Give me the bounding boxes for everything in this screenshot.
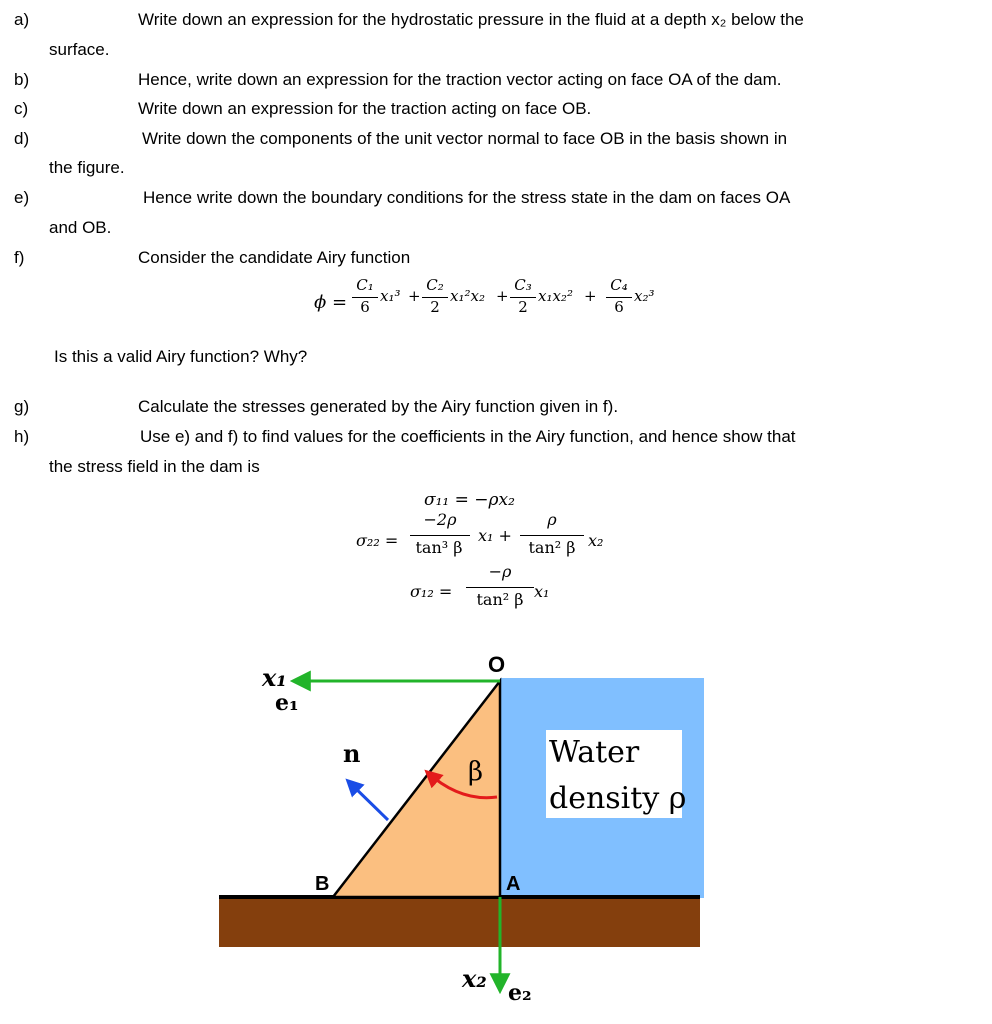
stress-s22-var2: x₂ <box>588 531 604 550</box>
question-g-text: Calculate the stresses generated by the Airy function given in f). <box>138 397 619 416</box>
question-h-text-cont: the stress field in the dam is <box>49 457 260 476</box>
normal-vector-arrow <box>348 781 388 820</box>
stress-s11: σ₁₁ = −ρx₂ <box>424 490 515 510</box>
airy-var-2: x₁²x₂ <box>450 287 485 305</box>
airy-c4: C₄ <box>610 276 628 294</box>
point-o-label: O <box>488 652 506 677</box>
stress-s22-den2: tan² β <box>528 538 576 557</box>
airy-var-4: x₂³ <box>634 287 655 305</box>
airy-op-2: + <box>496 287 509 305</box>
point-b-label: B <box>315 873 330 895</box>
airy-lhs: ϕ = <box>314 292 348 313</box>
label-h: h) <box>14 427 30 446</box>
airy-c1: C₁ <box>356 276 374 294</box>
airy-den-2: 2 <box>430 298 440 316</box>
point-a-label: A <box>506 873 521 895</box>
label-c: c) <box>14 99 29 118</box>
water-label-line2: density ρ <box>549 781 687 816</box>
question-c-text: Write down an expression for the traction acting on face OB. <box>138 99 592 118</box>
question-e-text: Hence write down the boundary conditions for the stress state in the dam on faces OA <box>143 188 791 207</box>
label-f: f) <box>14 248 25 267</box>
e2-label: e₂ <box>508 980 532 1006</box>
question-d-text-cont: the figure. <box>49 158 125 177</box>
airy-c2: C₂ <box>426 276 444 294</box>
airy-den-3: 2 <box>518 298 528 316</box>
question-f-question: Is this a valid Airy function? Why? <box>54 347 308 366</box>
label-e: e) <box>14 188 30 207</box>
stress-s12-lhs: σ₁₂ = <box>410 582 453 601</box>
question-b-text: Hence, write down an expression for the traction vector acting on face OA of the dam. <box>138 70 782 89</box>
airy-var-3: x₁x₂² <box>538 287 573 305</box>
stress-s12-num: −ρ <box>488 562 512 581</box>
airy-op-3: + <box>584 287 597 305</box>
airy-den-1: 6 <box>360 298 370 316</box>
airy-var-1: x₁³ <box>380 287 401 305</box>
airy-den-4: 6 <box>614 298 624 316</box>
question-a-text-cont: surface. <box>49 40 110 59</box>
stress-s12-den: tan² β <box>476 590 524 609</box>
label-b: b) <box>14 70 30 89</box>
label-a: a) <box>14 10 30 29</box>
question-f-text: Consider the candidate Airy function <box>138 248 411 267</box>
water-label-line1: Water <box>549 735 640 770</box>
stress-s12-var: x₁ <box>534 582 550 601</box>
airy-c3: C₃ <box>514 276 532 294</box>
x2-label: x₂ <box>462 964 487 993</box>
ground <box>219 897 700 947</box>
stress-s22-var1: x₁ + <box>478 526 512 545</box>
question-a-text: Write down an expression for the hydrostatic pressure in the fluid at a depth x₂ below the <box>138 10 804 29</box>
x1-label: x₁ <box>262 663 287 692</box>
question-h-text: Use e) and f) to find values for the coefficients in the Airy function, and hence show that <box>140 427 796 446</box>
stress-s22-num2: ρ <box>547 510 557 529</box>
e1-label: e₁ <box>275 690 299 716</box>
airy-op-1: + <box>408 287 421 305</box>
question-e-text-cont: and OB. <box>49 218 112 237</box>
stress-s22-num1: −2ρ <box>423 510 457 529</box>
stress-s22-lhs: σ₂₂ = <box>356 531 399 550</box>
label-d: d) <box>14 129 30 148</box>
normal-label: n <box>343 739 361 768</box>
beta-label: β <box>468 757 484 787</box>
stress-s22-den1: tan³ β <box>415 538 463 557</box>
label-g: g) <box>14 397 30 416</box>
question-d-text: Write down the components of the unit vector normal to face OB in the basis shown in <box>142 129 788 148</box>
